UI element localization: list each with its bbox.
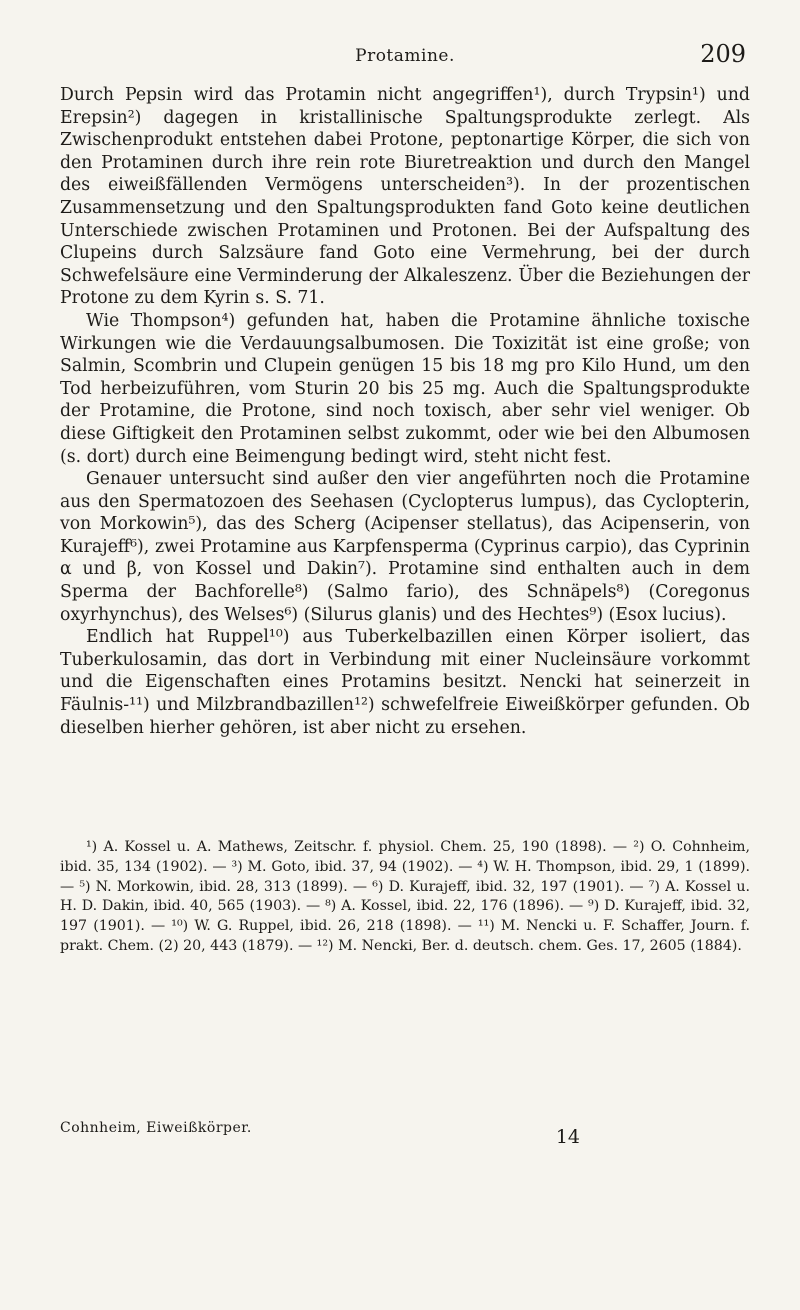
sheet-number: 14 bbox=[555, 1126, 580, 1148]
page-footer bbox=[60, 1120, 750, 1150]
paragraph-2: Wie Thompson⁴) gefunden hat, haben die Protamine ähnliche toxische Wirkungen wie die Verdauungsalbumosen. Die Toxizität ist eine große; von Salmin, Scombrin und Clupein genügen 15 bis 18 mg pro Kilo Hund, um den Tod herbeizuführen, vom Sturin 20 bis 25 mg. Auch die Spaltungsprodukte der Protamine, die Protone, sind noch toxisch, aber sehr viel weniger. Ob diese Giftigkeit den Protaminen selbst zukommt, oder wie bei den Albumosen (s. dort) durch eine Beimengung bedingt wird, steht nicht fest. bbox=[60, 310, 750, 467]
paragraph-4: Endlich hat Ruppel¹⁰) aus Tuberkelbazillen einen Körper isoliert, das Tuberkulosamin, das dort in Verbindung mit einer Nucleinsäure vorkommt und die Eigenschaften eines Protamins besitzt. Nencki hat seinerzeit in Fäulnis-¹¹) und Milzbrandbazillen¹²) schwefelfreie Eiweißkörper gefunden. Ob dieselben hierher gehören, ist aber nicht zu ersehen. bbox=[60, 627, 750, 738]
paragraph-1: Durch Pepsin wird das Protamin nicht angegriffen¹), durch Trypsin¹) und Erepsin²) dagegen in kristallinische Spaltungsprodukte zerlegt. Als Zwischenprodukt entstehen dabei Protone, peptonartige Körper, die sich von den Protaminen durch ihre rein rote Biuretreaktion und durch den Mangel des eiweißfällenden Vermögens unterscheiden³). In der prozentischen Zusammensetzung und den Spaltungsprodukten fand Goto keine deutlichen Unterschiede zwischen Protaminen und Protonen. Bei der Aufspaltung des Clupeins durch Salzsäure fand Goto eine Vermehrung, bei der durch Schwefelsäure eine Verminderung der Alkaleszenz. Über die Beziehungen der Protone zu dem Kyrin s. S. 71. bbox=[60, 85, 750, 309]
main-text bbox=[60, 84, 750, 739]
book-page bbox=[60, 0, 750, 1310]
running-title: Protamine. bbox=[355, 46, 455, 66]
footnote-text: ¹) A. Kossel u. A. Mathews, Zeitschr. f. physiol. Chem. 25, 190 (1898). — ²) O. Cohnheim, ibid. 35, 134 (1902). — ³) M. Goto, ibid. 37, 94 (1902). — ⁴) W. H. Thompson, ibid. 29, 1 (1899). — ⁵) N. Morkowin, ibid. 28, 313 (1899). — ⁶) D. Kurajeff, ibid. 32, 197 (1901). — ⁷) A. Kossel u. H. D. Dakin, ibid. 40, 565 (1903). — ⁸) A. Kossel, ibid. 22, 176 (1896). — ⁹) D. Kurajeff, ibid. 32, 197 (1901). — ¹⁰) W. G. Ruppel, ibid. 26, 218 (1898). — ¹¹) M. Nencki u. F. Schaffer, Journ. f. prakt. Chem. (2) 20, 443 (1879). — ¹²) M. Nencki, Ber. d. deutsch. chem. Ges. 17, 2605 (1884). bbox=[60, 839, 750, 954]
running-header bbox=[60, 40, 750, 72]
page-number: 209 bbox=[700, 40, 746, 68]
paragraph-3: Genauer untersucht sind außer den vier angeführten noch die Protamine aus den Spermatozoen des Seehasen (Cyclopterus lumpus), das Cyclopterin, von Morkowin⁵), das des Scherg (Acipenser stellatus), das Acipenserin, von Kurajeff⁶), zwei Protamine aus Karpfensperma (Cyprinus carpio), das Cyprinin α und β, von Kossel und Dakin⁷). Protamine sind enthalten auch in dem Sperma der Bachforelle⁸) (Salmo fario), des Schnäpels⁸) (Coregonus oxyrhynchus), des Welses⁶) (Silurus glanis) und des Hechtes⁹) (Esox lucius). bbox=[60, 469, 750, 625]
footnotes bbox=[60, 838, 750, 957]
footer-signature: Cohnheim, Eiweißkörper. bbox=[60, 1120, 252, 1136]
